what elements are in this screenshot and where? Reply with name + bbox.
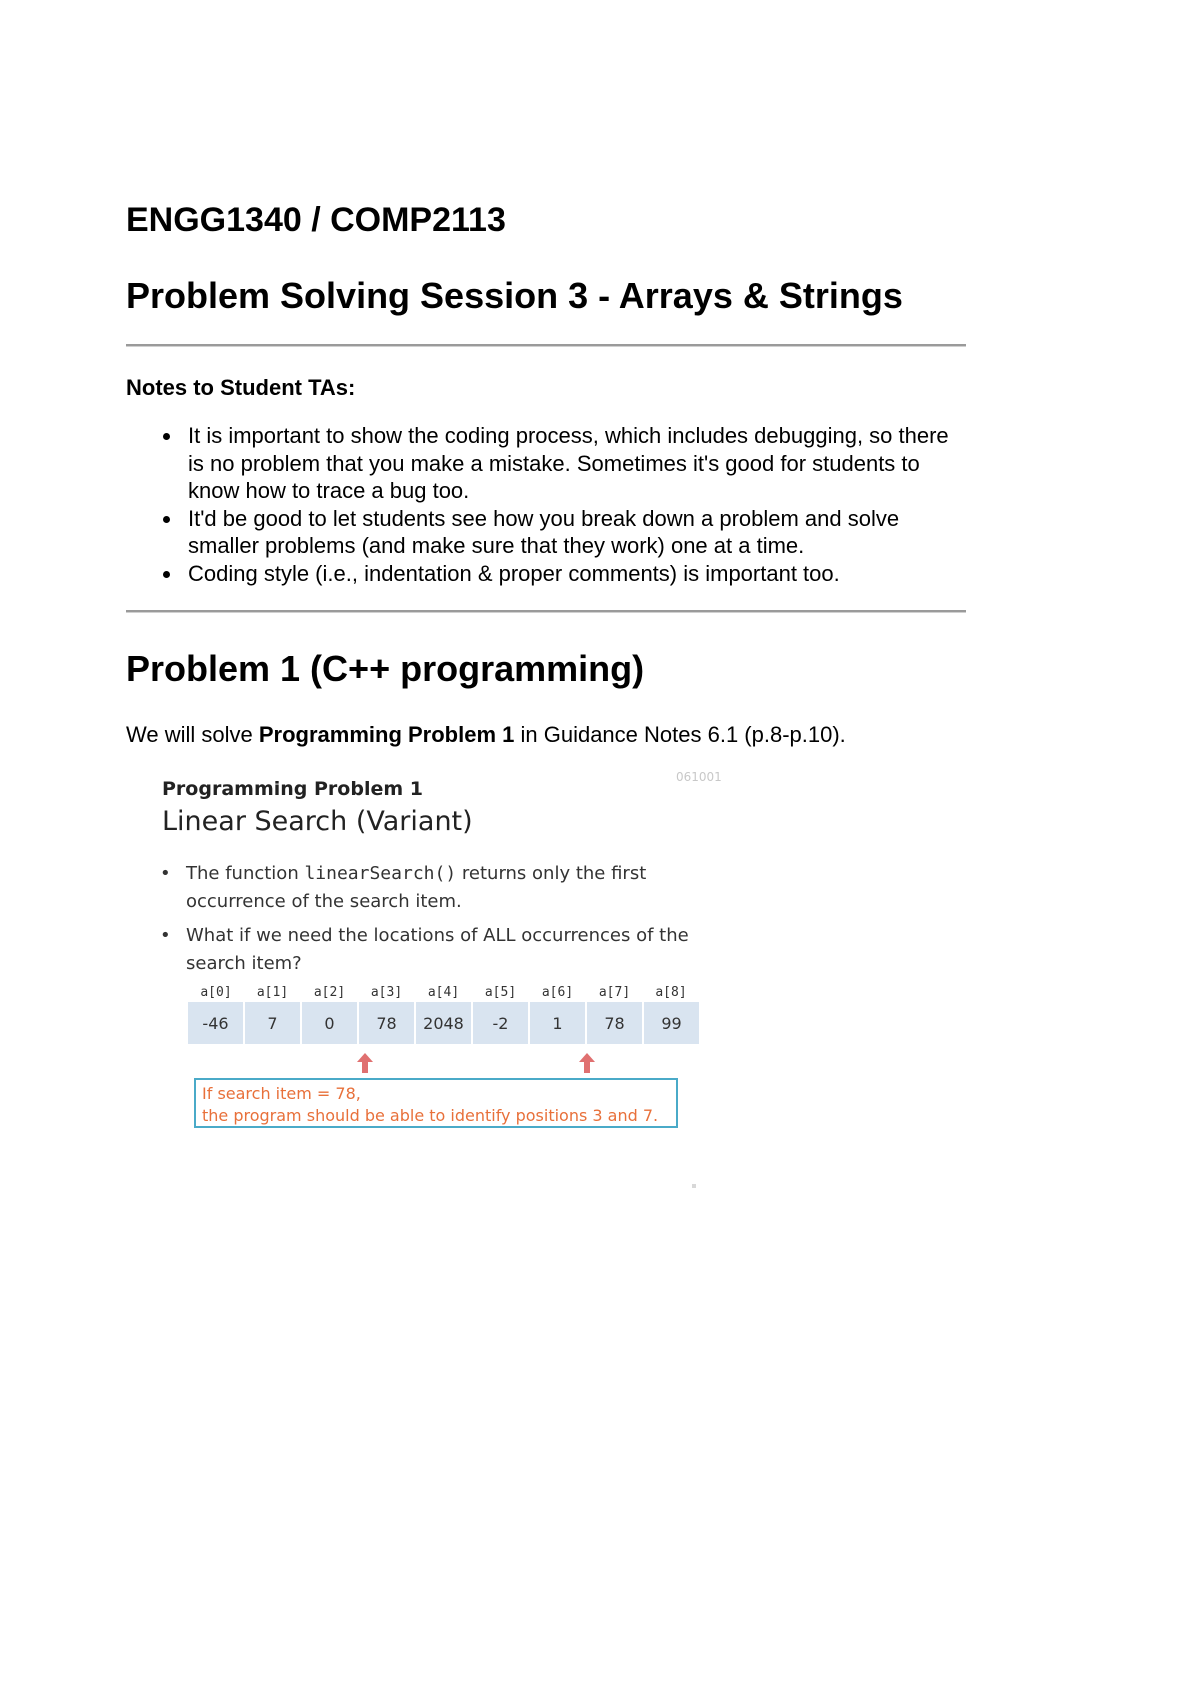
index-cell: a[2] (313, 984, 346, 1000)
slide-bullet (158, 860, 718, 916)
array-table (188, 982, 699, 1044)
value-cell: 2048 (415, 1002, 472, 1044)
callout-line: the program should be able to identify positions 3 and 7. (202, 1106, 659, 1125)
embedded-slide-image (158, 770, 728, 1125)
slide-label: Programming Problem 1 (162, 778, 423, 800)
intro-suffix: in Guidance Notes 6.1 (p.8-p.10). (514, 722, 846, 747)
list-item: It is important to show the coding process, which includes debugging, so there is no problem that you make a mistake. Sometimes it's good for students to know how to trace a bug too. (126, 422, 966, 505)
notes-heading: Notes to Student TAs: (126, 375, 356, 400)
value-cell: 0 (301, 1002, 358, 1044)
function-name: linearSearch() (304, 863, 457, 884)
slide-title: Linear Search (Variant) (162, 806, 473, 837)
index-cell: a[1] (256, 984, 289, 1000)
scan-artifact (692, 1184, 696, 1188)
divider-top (126, 344, 966, 347)
up-arrow-icon (578, 1052, 596, 1074)
callout-line: If search item = 78, (202, 1084, 361, 1103)
bullet-prefix: The function (186, 863, 305, 884)
list-item: It'd be good to let students see how you break down a problem and solve smaller problems (and make sure that they work) one at a time. (126, 505, 966, 560)
value-cell: 78 (586, 1002, 643, 1044)
course-code: ENGG1340 / COMP2113 (126, 201, 506, 239)
index-cell: a[3] (370, 984, 403, 1000)
index-cell: a[8] (655, 984, 687, 1000)
value-cell: 7 (244, 1002, 301, 1044)
value-cell: 78 (358, 1002, 415, 1044)
up-arrow-icon (356, 1052, 374, 1074)
index-cell: a[4] (427, 984, 460, 1000)
list-item: Coding style (i.e., indentation & proper comments) is important too. (126, 560, 966, 588)
callout-box (194, 1078, 678, 1128)
bullet-suffix: returns only the first occurrence of the search item. (186, 863, 647, 912)
index-cell: a[5] (484, 984, 517, 1000)
value-row (188, 1002, 699, 1044)
slide-bullets (158, 860, 718, 984)
intro-bold: Programming Problem 1 (258, 722, 515, 747)
intro-prefix: We will solve (126, 722, 259, 747)
problem-1-intro (126, 722, 846, 748)
notes-list (126, 422, 966, 587)
value-cell: 1 (529, 1002, 586, 1044)
index-cell: a[6] (541, 984, 574, 1000)
slide-bullet: • What if we need the locations of ALL occurrences of the search item? (158, 922, 718, 978)
value-cell: -46 (188, 1002, 244, 1044)
page-title: Problem Solving Session 3 - Arrays & Strings (126, 275, 903, 316)
problem-1-heading: Problem 1 (C++ programming) (126, 648, 645, 689)
index-cell: a[0] (200, 984, 232, 1000)
value-cell: 99 (643, 1002, 699, 1044)
index-row (188, 982, 699, 1002)
divider-bottom (126, 610, 966, 613)
index-cell: a[7] (598, 984, 631, 1000)
slide-id: 061001 (676, 770, 722, 784)
value-cell: -2 (472, 1002, 529, 1044)
